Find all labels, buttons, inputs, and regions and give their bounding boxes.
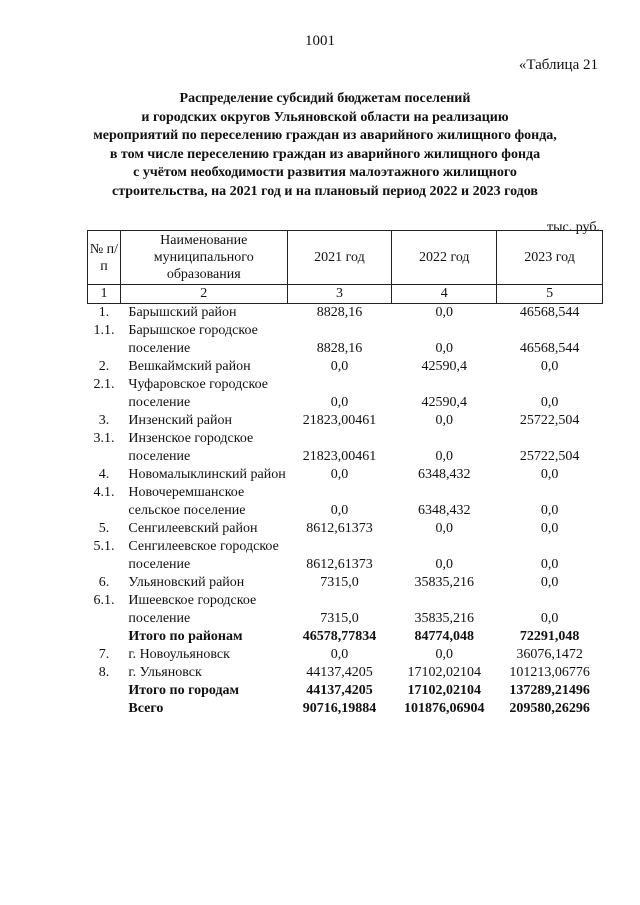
value-2023: 72291,048 xyxy=(519,629,580,644)
municipality-name: Сенгилеевский район xyxy=(128,521,258,536)
municipality-name: Барышский район xyxy=(128,305,237,320)
value-2021: 44137,4205 xyxy=(306,683,373,698)
value-2022: 35835,216 xyxy=(414,611,474,626)
table-row xyxy=(88,322,603,358)
value-2023: 0,0 xyxy=(540,467,559,482)
municipality-name: г. Ульяновск xyxy=(128,665,202,680)
value-2022: 0,0 xyxy=(435,305,453,320)
value-2023: 0,0 xyxy=(540,575,559,590)
page-number: 1001 xyxy=(305,33,335,49)
table-row xyxy=(88,304,603,323)
units-label: тыс. руб. xyxy=(547,220,600,235)
column-number: 1 xyxy=(88,285,121,304)
table-header-row xyxy=(88,231,603,285)
value-2023: 0,0 xyxy=(540,557,559,572)
value-2021: 21823,00461 xyxy=(302,449,377,464)
header-2022: 2022 год xyxy=(392,231,497,285)
value-2021: 8828,16 xyxy=(316,341,363,356)
title-line: и городских округов Ульяновской области на реализацию xyxy=(141,109,509,125)
value-2021: 8612,61373 xyxy=(306,521,373,536)
row-number: 8. xyxy=(98,665,110,680)
value-2023: 46568,544 xyxy=(519,341,580,356)
value-2022: 6348,432 xyxy=(418,503,471,518)
row-number xyxy=(88,700,121,718)
title-line: мероприятий по переселению граждан из аварийного жилищного фонда, xyxy=(93,128,557,143)
table-row xyxy=(88,700,603,718)
value-2021: 0,0 xyxy=(330,359,349,374)
value-2022: 6348,432 xyxy=(418,467,471,482)
row-number: 5. xyxy=(98,521,110,536)
value-2021: 0,0 xyxy=(330,503,349,518)
value-2021: 46578,77834 xyxy=(302,629,377,644)
table-row xyxy=(88,682,603,700)
row-number: 5.1. xyxy=(93,539,115,554)
table-body xyxy=(88,304,603,719)
column-number: 5 xyxy=(497,285,603,304)
value-2022: 0,0 xyxy=(435,449,453,464)
document-title xyxy=(60,90,590,201)
municipality-name: Инзенский район xyxy=(128,413,232,428)
header-2021: 2021 год xyxy=(287,231,392,285)
value-2022: 0,0 xyxy=(435,557,453,572)
municipality-name: Новочеремшанское сельское поселение xyxy=(128,485,246,518)
table-row xyxy=(88,376,603,412)
value-2021: 21823,00461 xyxy=(302,413,377,428)
table-label: «Таблица 21 xyxy=(518,57,598,73)
value-2021: 0,0 xyxy=(330,395,349,410)
value-2023: 0,0 xyxy=(540,521,559,536)
value-2023: 209580,26296 xyxy=(509,701,590,716)
value-2021: 7315,0 xyxy=(320,575,359,590)
row-number: 4. xyxy=(98,467,110,482)
table-row xyxy=(88,646,603,664)
column-number: 2 xyxy=(120,285,287,304)
row-number: 4.1. xyxy=(93,485,115,500)
municipality-name: Сенгилеевское городское поселение xyxy=(128,539,279,572)
column-number: 4 xyxy=(392,285,497,304)
table-row xyxy=(88,412,603,430)
value-2023: 25722,504 xyxy=(519,449,580,464)
municipality-name: Ульяновский район xyxy=(128,575,245,590)
municipality-name: Чуфаровское городское поселение xyxy=(128,377,268,410)
municipality-name: Новомалыклинский район xyxy=(128,467,286,482)
row-number: 6. xyxy=(98,575,110,590)
municipality-name: Инзенское городское поселение xyxy=(128,431,254,464)
row-number: 6.1. xyxy=(93,593,115,608)
value-2022: 35835,216 xyxy=(414,575,474,590)
table-row xyxy=(88,664,603,682)
value-2022: 101876,06904 xyxy=(404,701,485,716)
value-2023: 137289,21496 xyxy=(509,683,590,698)
table-row xyxy=(88,628,603,646)
value-2023: 0,0 xyxy=(540,611,559,626)
municipality-name: г. Новоульяновск xyxy=(128,647,230,662)
row-number: 2. xyxy=(98,359,110,374)
value-2022: 0,0 xyxy=(435,521,453,536)
table-row xyxy=(88,592,603,628)
value-2023: 46568,544 xyxy=(519,305,580,320)
value-2022: 17102,02104 xyxy=(407,683,481,698)
value-2021: 8828,16 xyxy=(316,305,363,320)
value-2023: 36076,1472 xyxy=(516,647,583,662)
row-number: 2.1. xyxy=(93,377,115,392)
value-2022: 42590,4 xyxy=(421,359,467,374)
column-number-row xyxy=(88,285,603,304)
table-row xyxy=(88,430,603,466)
row-number: 3.1. xyxy=(93,431,115,446)
municipality-name: Ишеевское городское поселение xyxy=(128,593,257,626)
value-2023: 0,0 xyxy=(540,503,559,518)
value-2022: 0,0 xyxy=(435,413,453,428)
municipality-name: Барышское городское поселение xyxy=(128,323,258,356)
value-2023: 0,0 xyxy=(540,395,559,410)
row-number xyxy=(88,628,121,646)
table-row xyxy=(88,484,603,520)
row-number: 7. xyxy=(98,647,110,662)
row-number: 1. xyxy=(98,305,110,320)
header-no: № п/п xyxy=(88,231,121,285)
table-row xyxy=(88,466,603,484)
value-2021: 0,0 xyxy=(330,647,349,662)
value-2021: 7315,0 xyxy=(320,611,359,626)
title-line: в том числе переселению граждан из аварийного жилищного фонда xyxy=(109,146,541,162)
value-2022: 0,0 xyxy=(435,341,453,356)
value-2021: 90716,19884 xyxy=(302,701,377,716)
header-name: Наименование муниципального образования xyxy=(120,231,287,285)
value-2021: 44137,4205 xyxy=(306,665,373,680)
municipality-name: Вешкаймский район xyxy=(128,359,251,374)
column-number: 3 xyxy=(287,285,392,304)
subsidy-table xyxy=(87,230,603,718)
value-2022: 17102,02104 xyxy=(407,665,481,680)
row-number xyxy=(88,682,121,700)
value-2021: 0,0 xyxy=(330,467,349,482)
value-2023: 101213,06776 xyxy=(509,665,590,680)
value-2022: 0,0 xyxy=(435,647,453,662)
municipality-name: Итого по районам xyxy=(128,629,243,644)
value-2022: 84774,048 xyxy=(414,629,474,644)
table-row xyxy=(88,538,603,574)
header-2023: 2023 год xyxy=(497,231,603,285)
row-number: 1.1. xyxy=(93,323,115,338)
value-2022: 42590,4 xyxy=(421,395,467,410)
value-2023: 0,0 xyxy=(540,359,559,374)
table-row xyxy=(88,574,603,592)
title-line: с учётом необходимости развития малоэтажного жилищного xyxy=(133,165,517,180)
value-2021: 8612,61373 xyxy=(306,557,373,572)
municipality-name: Всего xyxy=(128,701,164,716)
table-row xyxy=(88,520,603,538)
title-line: строительства, на 2021 год и на плановый период 2022 и 2023 годов xyxy=(112,183,538,199)
table-row xyxy=(88,358,603,376)
municipality-name: Итого по городам xyxy=(128,683,240,698)
value-2023: 25722,504 xyxy=(519,413,580,428)
title-line: Распределение субсидий бюджетам поселений xyxy=(179,91,471,106)
row-number: 3. xyxy=(98,413,110,428)
